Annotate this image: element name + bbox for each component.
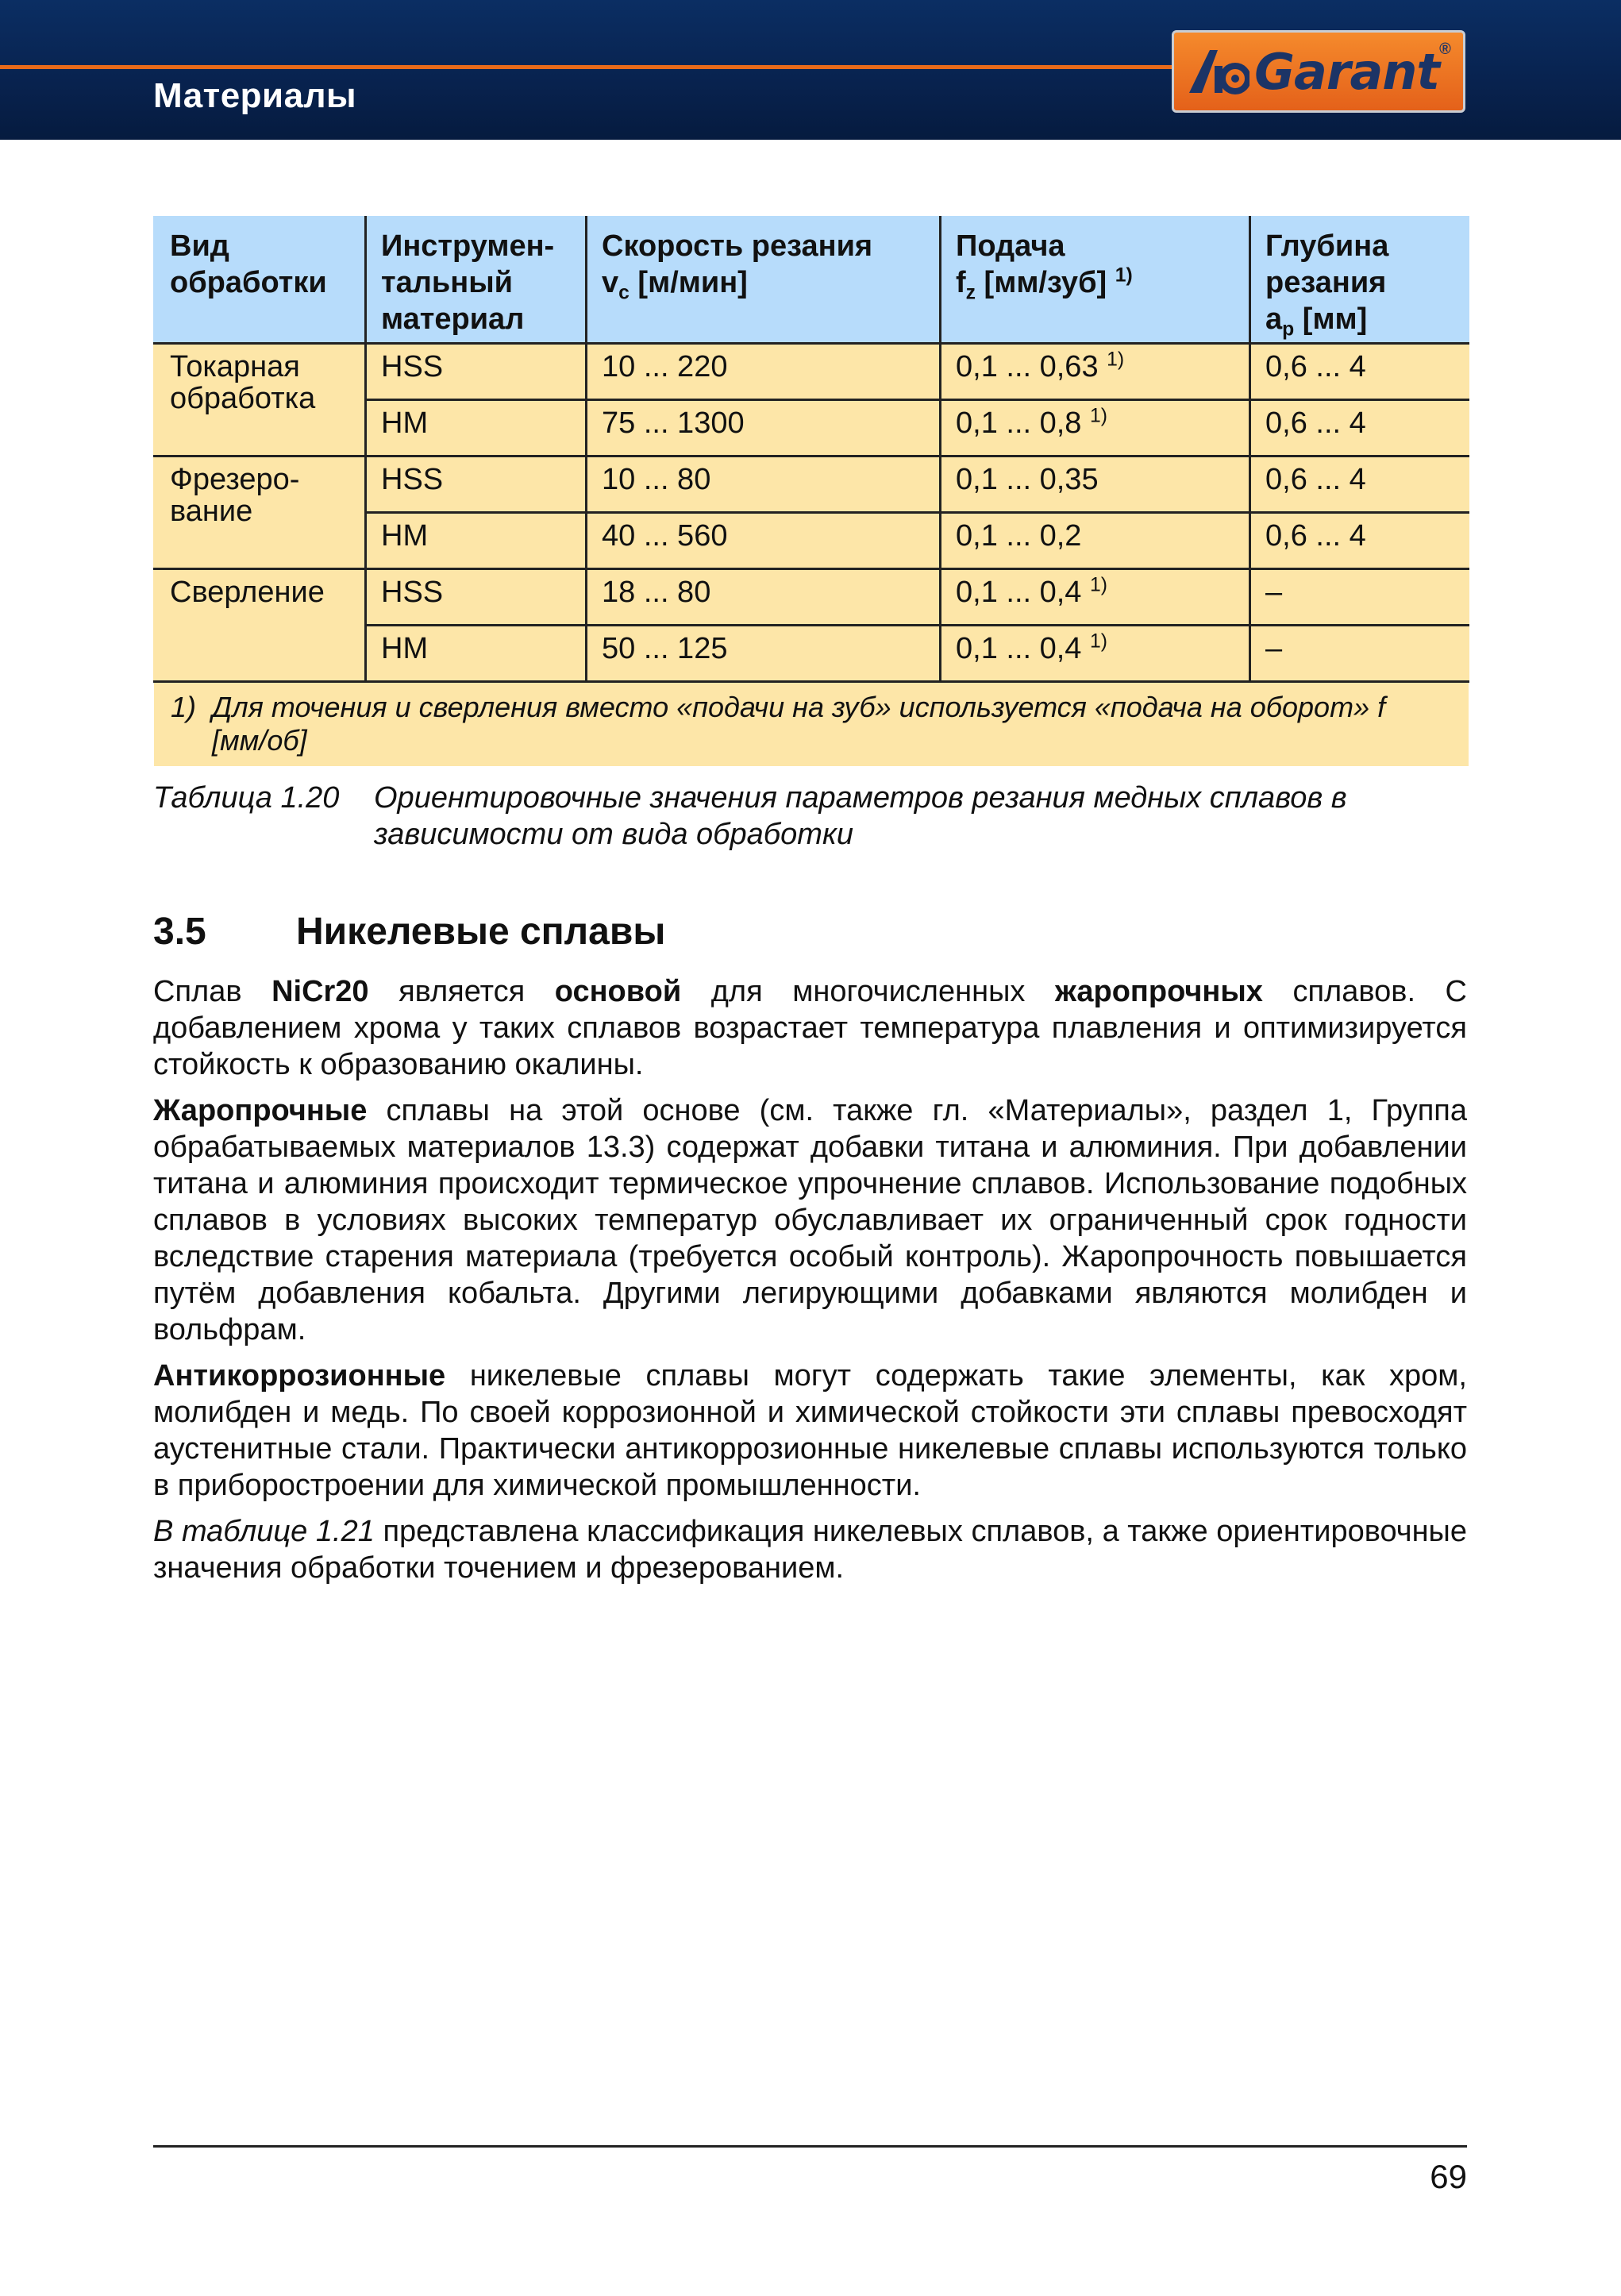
page-number: 69 bbox=[1430, 2158, 1467, 2195]
depth-cell: 0,6 ... 4 bbox=[1250, 344, 1469, 400]
process-cell: Фрезеро-вание bbox=[155, 457, 366, 569]
feed-cell: 0,1 ... 0,8 $^{1)}$ bbox=[941, 400, 1250, 457]
footnote-text: Для точения и сверления вместо «подачи на зуб» используется «подача на оборот» f [мм/об] bbox=[212, 691, 1386, 757]
paragraph: Сплав NiCr20 является основой для многочисленных жаропрочных сплавов. С добавлением хрома у таких сплавов возрастает температура плавления и оптимизируется стойкость к образованию окалины. bbox=[153, 975, 1467, 1081]
header-cutting-depth: Глубина резания $a_p$ [мм] bbox=[1250, 218, 1469, 344]
table-footnote bbox=[155, 682, 1469, 766]
speed-cell: 75 ... 1300 bbox=[587, 400, 941, 457]
speed-cell: 10 ... 220 bbox=[587, 344, 941, 400]
table-row bbox=[155, 457, 1469, 513]
depth-cell: – bbox=[1250, 569, 1469, 626]
material-cell: HM bbox=[366, 400, 587, 457]
feed-cell: 0,1 ... 0,4 $^{1)}$ bbox=[941, 569, 1250, 626]
table-row bbox=[155, 344, 1469, 400]
body-text bbox=[153, 973, 1467, 1596]
garant-logo bbox=[1172, 30, 1465, 113]
header-accent-line bbox=[0, 65, 1175, 69]
feed-cell: 0,1 ... 0,35 bbox=[941, 457, 1250, 513]
garant-logo-icon bbox=[1186, 44, 1249, 99]
table-row bbox=[155, 569, 1469, 626]
header-process: Вид обработки bbox=[155, 218, 366, 344]
section-number: 3.5 bbox=[153, 911, 206, 953]
feed-cell: 0,1 ... 0,63 $^{1)}$ bbox=[941, 344, 1250, 400]
cutting-parameters-table bbox=[153, 216, 1469, 766]
header-section-title: Материалы bbox=[153, 76, 357, 115]
material-cell: HSS bbox=[366, 569, 587, 626]
depth-cell: 0,6 ... 4 bbox=[1250, 513, 1469, 569]
material-cell: HM bbox=[366, 513, 587, 569]
caption-label: Таблица 1.20 bbox=[153, 781, 340, 815]
paragraph: Антикоррозионные никелевые сплавы могут содержать такие элементы, как хром, молибден и медь. По своей коррозионной и химической стойкости эти сплавы превосходят аустенитные стали. Практически антикоррозионные никелевые сплавы используются только в приборостроении для химической промышленности. bbox=[153, 1359, 1467, 1502]
header-cutting-speed: Скорость резания $v_c$ [м/мин] bbox=[587, 218, 941, 344]
paragraph: В таблице 1.21 представлена классификация никелевых сплавов, а также ориентировочные значения обработки точением и фрезерованием. bbox=[153, 1515, 1468, 1585]
process-cell: Токарная обработка bbox=[155, 344, 366, 457]
material-cell: HM bbox=[366, 626, 587, 682]
depth-cell: 0,6 ... 4 bbox=[1250, 457, 1469, 513]
footnote-number: 1) bbox=[171, 691, 197, 723]
speed-cell: 40 ... 560 bbox=[587, 513, 941, 569]
material-cell: HSS bbox=[366, 457, 587, 513]
table-header-row bbox=[155, 218, 1469, 344]
header-feed: Подача $f_z$ [мм/зуб] $^{1)}$ bbox=[941, 218, 1250, 344]
feed-cell: 0,1 ... 0,2 bbox=[941, 513, 1250, 569]
paragraph: Жаропрочные сплавы на этой основе (см. также гл. «Материалы», раздел 1, Группа обрабатываемых материалов 13.3) содержат добавки титана и алюминия. При добавлении титана и алюминия происходит термическое упрочнение сплавов. Использование подобных сплавов в условиях высоких температур обуславливает их ограниченный срок годности вследствие старения материала (требуется особый контроль). Жаропрочность повышается путём добавления кобальта. Другими легирующими добавками являются молибден и вольфрам. bbox=[153, 1094, 1467, 1346]
registered-mark: ® bbox=[1439, 40, 1451, 58]
section-heading bbox=[153, 910, 665, 953]
speed-cell: 10 ... 80 bbox=[587, 457, 941, 513]
table-footnote-row bbox=[155, 682, 1469, 766]
footer-divider bbox=[153, 2145, 1467, 2148]
speed-cell: 18 ... 80 bbox=[587, 569, 941, 626]
feed-cell: 0,1 ... 0,4 $^{1)}$ bbox=[941, 626, 1250, 682]
caption-text: Ориентировочные значения параметров резания медных сплавов в зависимости от вида обработки bbox=[374, 781, 1347, 851]
depth-cell: 0,6 ... 4 bbox=[1250, 400, 1469, 457]
process-cell: Сверление bbox=[155, 569, 366, 682]
depth-cell: – bbox=[1250, 626, 1469, 682]
material-cell: HSS bbox=[366, 344, 587, 400]
garant-logo-text: Garant bbox=[1254, 42, 1440, 101]
section-title: Никелевые сплавы bbox=[296, 911, 666, 953]
speed-cell: 50 ... 125 bbox=[587, 626, 941, 682]
header-tool-material: Инструмен-тальный материал bbox=[366, 218, 587, 344]
page-header bbox=[0, 0, 1621, 140]
